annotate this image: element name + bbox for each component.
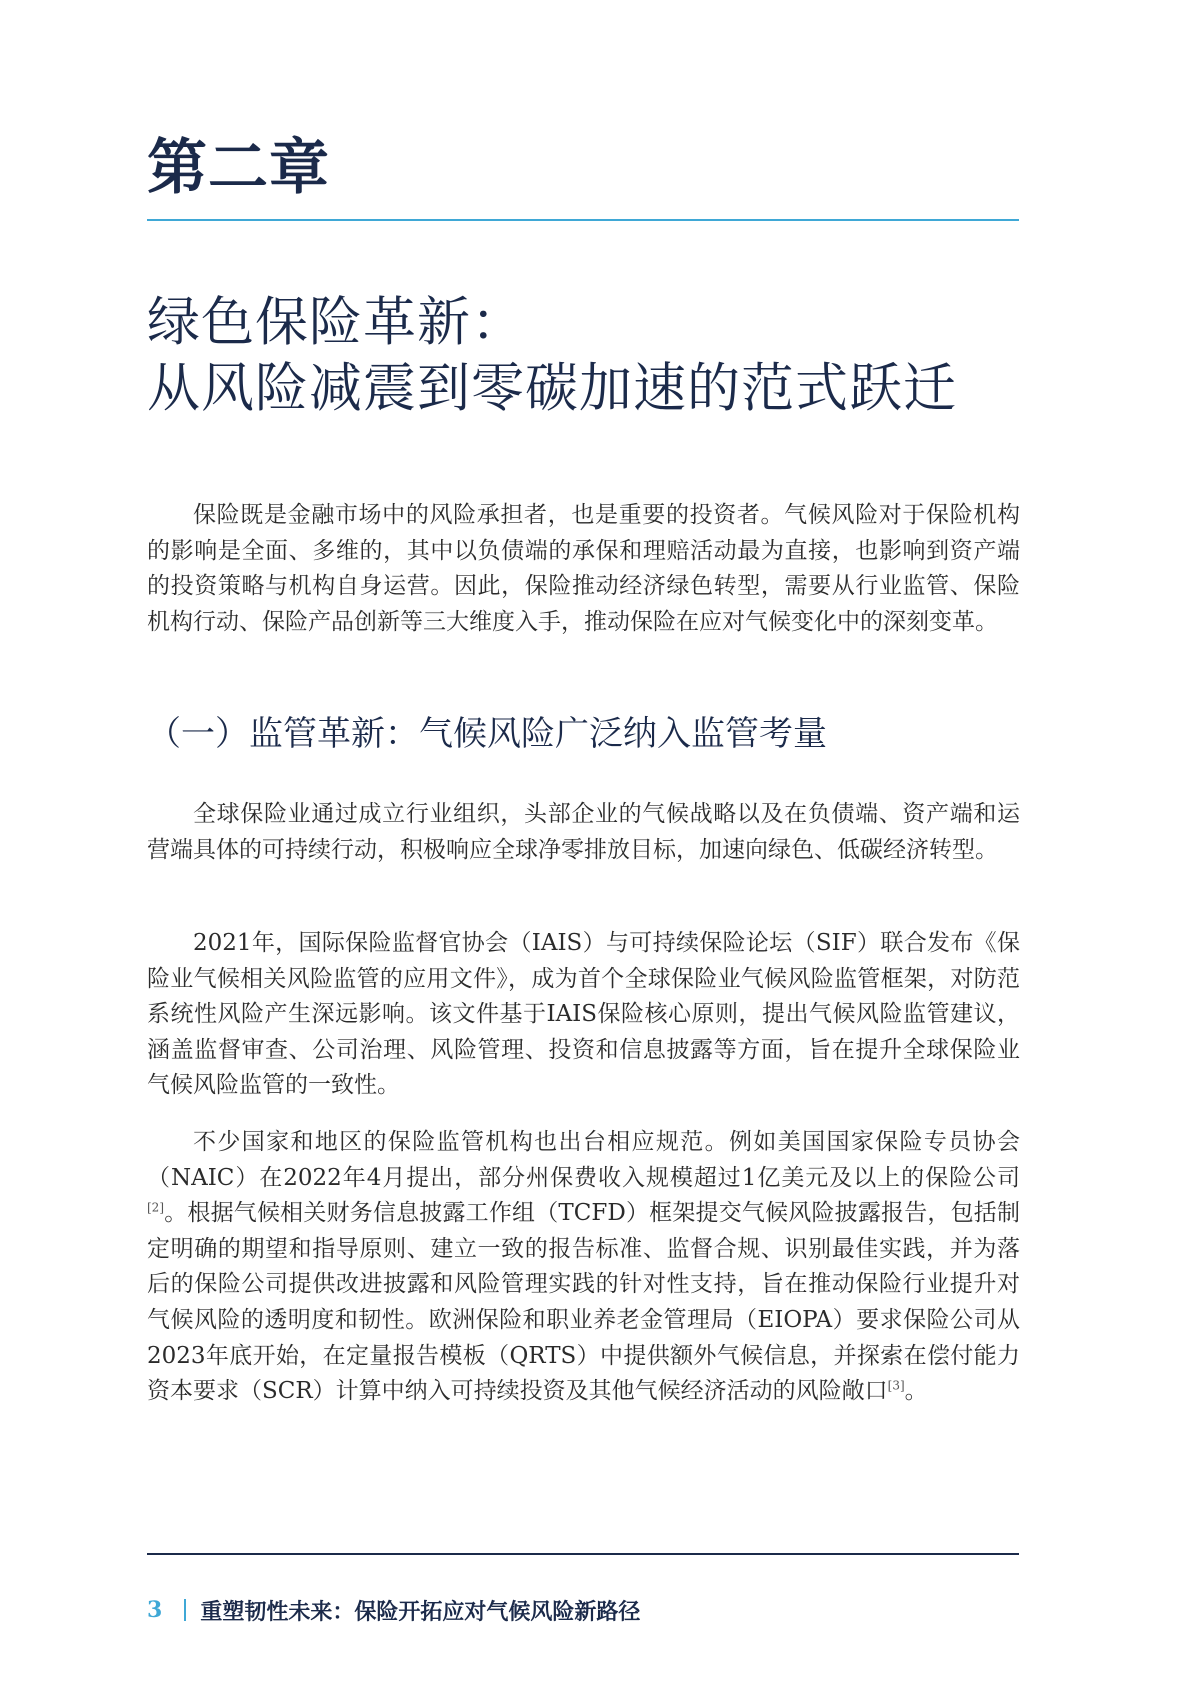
citation-ref-3[interactable]: [3]	[887, 1378, 905, 1393]
body-paragraph-3-part-1: 不少国家和地区的保险监管机构也出台相应规范。例如美国国家保险专员协会（NAIC）在2022年4月提出，部分州保费收入规模超过1亿美元及以上的保险公司	[147, 1129, 1020, 1191]
chapter-divider	[147, 219, 1019, 221]
page-title	[147, 290, 1027, 422]
page-number: 3	[147, 1597, 163, 1623]
body-paragraph-3-part-2: 。根据气候相关财务信息披露工作组（TCFD）框架提交气候风险披露报告，包括制定明确的期望和指导原则、建立一致的报告标准、监督合规、识别最佳实践，并为落后的保险公司提供改进披露和风险管理实践的针对性支持，旨在推动保险行业提升对气候风险的透明度和韧性。欧洲保险和职业养老金管理局（EIOPA）要求保险公司从2023年底开始，在定量报告模板（QRTS）中提供额外气候信息，并探索在偿付能力资本要求（SCR）计算中纳入可持续投资及其他气候经济活动的风险敞口	[147, 1200, 1020, 1405]
body-paragraph-1: 全球保险业通过成立行业组织，头部企业的气候战略以及在负债端、资产端和运营端具体的可持续行动，积极响应全球净零排放目标，加速向绿色、低碳经济转型。	[147, 801, 1020, 863]
page-title-line-1: 绿色保险革新：	[147, 292, 525, 353]
body-paragraph-3-part-3: 。	[904, 1378, 928, 1405]
body-paragraph-3	[147, 1125, 1020, 1410]
section-heading: （一）监管革新：气候风险广泛纳入监管考量	[147, 714, 827, 754]
footer-title: 重塑韧性未来：保险开拓应对气候风险新路径	[200, 1599, 641, 1625]
citation-ref-2[interactable]: [2]	[147, 1200, 164, 1215]
body-paragraph-2: 2021年，国际保险监督官协会（IAIS）与可持续保险论坛（SIF）联合发布《保险业气候相关风险监管的应用文件》，成为首个全球保险业气候风险监管框架，对防范系统性风险产生深远影响。该文件基于IAIS保险核心原则，提出气候风险监管建议，涵盖监督审查、公司治理、风险管理、投资和信息披露等方面，旨在提升全球保险业气候风险监管的一致性。	[147, 930, 1020, 1099]
page-footer	[147, 1597, 640, 1623]
page-title-line-2: 从风险减震到零碳加速的范式跃迁	[147, 358, 957, 419]
intro-paragraph: 保险既是金融市场中的风险承担者，也是重要的投资者。气候风险对于保险机构的影响是全面、多维的，其中以负债端的承保和理赔活动最为直接，也影响到资产端的投资策略与机构自身运营。因此，保险推动经济绿色转型，需要从行业监管、保险机构行动、保险产品创新等三大维度入手，推动保险在应对气候变化中的深刻变革。	[147, 502, 1020, 635]
footer-separator	[184, 1599, 186, 1621]
chapter-label: 第二章	[147, 133, 330, 203]
footer-divider	[147, 1553, 1019, 1555]
